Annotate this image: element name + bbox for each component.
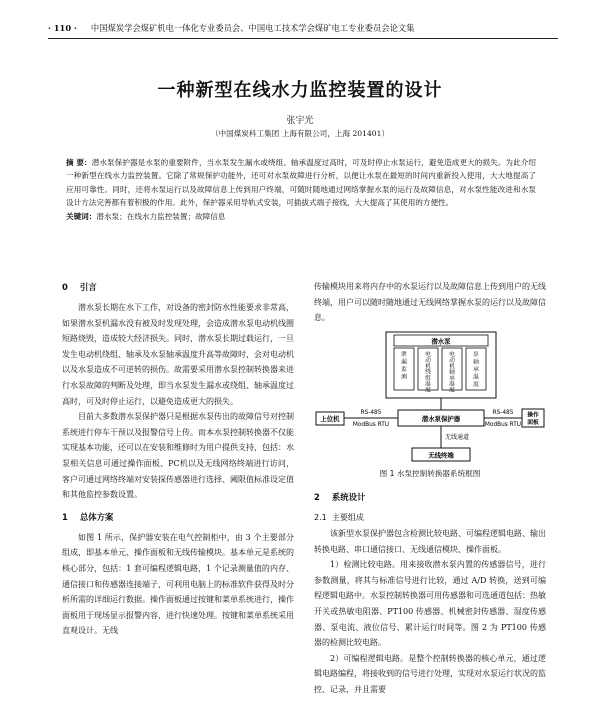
running-title: 中国煤炭学会煤矿机电一体化专业委员会、中国电工技术学会煤矿电工专业委员会论文集	[90, 23, 415, 33]
section-heading: 1 总体方案	[62, 511, 114, 522]
list-item: 2）可编程逻辑电路。是整个控制转换器的核心单元，通过逻辑电路编程，将接收到的信号进行处理，实现对水泵运行状况的监控、记录，并且需要	[314, 653, 546, 694]
subsection-heading: 2.1 主要组成	[314, 513, 364, 523]
left-column	[62, 279, 294, 639]
rs485-right: RS-485	[492, 409, 514, 416]
figure-1	[314, 330, 546, 464]
figure-caption: 图 1 水泵控制转换器系统框图	[379, 468, 481, 478]
pc-box	[316, 412, 344, 425]
modbus-left: ModBus RTU	[352, 421, 390, 428]
sensor-label-leak: 泄漏监测	[401, 351, 407, 381]
section-heading: 0 引言	[62, 282, 97, 292]
paragraph: 潜水泵长期在水下工作，对设备的密封防水性能要求非常高，如果潜水泵机漏水没有被及时发现处理，会造成潜水泵电动机线圈短路烧毁，造成较大经济损失。同时，潜水泵长期过载运行，一旦发生电动机绕组、轴承及水泵轴承温度升高等故障时，会对电动机以及水泵造成不可逆转的损伤。故需要采用潜水泵控制转换器来进行水泵故障的判断及处理，即当水泵发生漏水或绕组、轴承温度过高时，可及时停止运行，以避免造成更大的损失。	[62, 303, 294, 406]
terminal-label: 无线终端	[428, 451, 454, 460]
paper-title: 一种新型在线水力监控装置的设计	[157, 80, 443, 101]
abstract	[66, 156, 536, 223]
abstract-body	[66, 156, 536, 210]
sensor-label-pump-bearing: 泵轴承温度	[473, 351, 479, 388]
abstract-label: 摘 要：	[66, 158, 92, 167]
converter-label: 潜水泵保护器	[421, 414, 461, 423]
converter-box	[398, 410, 484, 426]
paragraph: 传输模块用来将内存中的水泵运行以及故障信息上传到用户的无线终端，用户可以随时随地通过无线网络掌握水泵的运行以及故障信息。	[314, 282, 546, 323]
paragraph: 该新型水泵保护器包含检测比较电路、可编程逻辑电路、输出转换电路、串口通信接口、无线通信模块、操作面板。	[314, 528, 546, 554]
panel-box	[522, 409, 544, 427]
affiliation: （中国煤炭科工集团 上海有限公司，上海 201401）	[210, 129, 390, 138]
sensor-label-motor-bearing: 电动机轴承温度	[449, 351, 455, 394]
section-heading: 2 系统设计	[314, 492, 366, 503]
author: 张宇光	[286, 116, 314, 126]
terminal-box	[412, 448, 470, 461]
pc-label: 上位机	[320, 414, 340, 423]
paragraph: 目前大多数潜水泵保护器只是根据水泵传出的故障信号对控制系统进行停车干预以及报警信号上传。而本水泵控制转换器不仅能实现基本功能，还可以在安装和维修时为用户提供支持，包括：水泵相关信息可通过操作面板、PC机以及无线网络终端进行访问，客户可通过网络终端对安装探传感器进行选择、阈限值标准设定值和其他监控参数设置。	[62, 412, 294, 500]
paragraph: 如图 1 所示，保护器安装在电气控制柜中，由 3 个主要部分组成，即基本单元、操作面板和无线传输模块。基本单元是系统的核心部分，包括：1 套可编程逻辑电路，1 个记录测量值的内存、通信接口和传感器连接端子，可利用电脑上的标准软件获得及时分析所需的详细运行数据。操作面板通过按键和菜单系统进行，操作面板用于现场显示报警内容，进行快速处理。按键和菜单系统采用直观设计。无线	[62, 532, 294, 636]
sensor-boxes	[394, 348, 486, 393]
running-header	[48, 22, 558, 39]
right-column	[314, 279, 546, 698]
page-number: · 110 ·	[48, 23, 77, 33]
keywords-label: 关键词：	[66, 211, 97, 221]
keywords	[66, 210, 536, 223]
sensor-label-winding: 电动机绕组温度	[425, 351, 431, 394]
panel-label: 操作面板	[527, 412, 539, 426]
keywords-text: 潜水泵；在线水力监控装置；故障信息	[96, 211, 226, 221]
abstract-text: 潜水泵保护器是水泵的重要附件，当水泵发生漏水或绕组、轴承温度过高时，可及时停止水泵运行，避免造成更大的损失。为此介绍一种新型在线水力监控装置。它除了常规保护功能外，还可对水泵故障进行分析，以便让水泵在最短的时间内重新投入使用，大大地提高了应用可靠性。同时，还将水泵运行以及故障信息上传到用户终端，可随时随地通过网络掌握水泵的运行及故障信息，对水泵性能改进和水泵设计方法完善都有着积极的作用。此外，保护器采用导轨式安装，可插拔式端子接线，大大提高了其使用的方便性。	[66, 158, 536, 208]
list-item: 1）检测比较电路。用来接收潜水泵内置的传感器信号，进行参数测量，将其与标准信号进行比较，通过 A/D 转换，送到可编程逻辑电路中。水泵控制转换器可用传感器和可选通道包括：热敏开关或热敏电阻器、PT100 传感器、机械密封传感器、湿度传感器、泵电流、液位信号、累计运行时间等。图 2 为 PT100 传感器的检测比较电路。	[314, 560, 546, 648]
rs485-left: RS-485	[360, 409, 382, 416]
modbus-right: ModBus RTU	[484, 421, 522, 428]
wireless-channel-label: 无线通道	[445, 433, 470, 441]
pump-title: 潜水泵	[431, 337, 451, 346]
